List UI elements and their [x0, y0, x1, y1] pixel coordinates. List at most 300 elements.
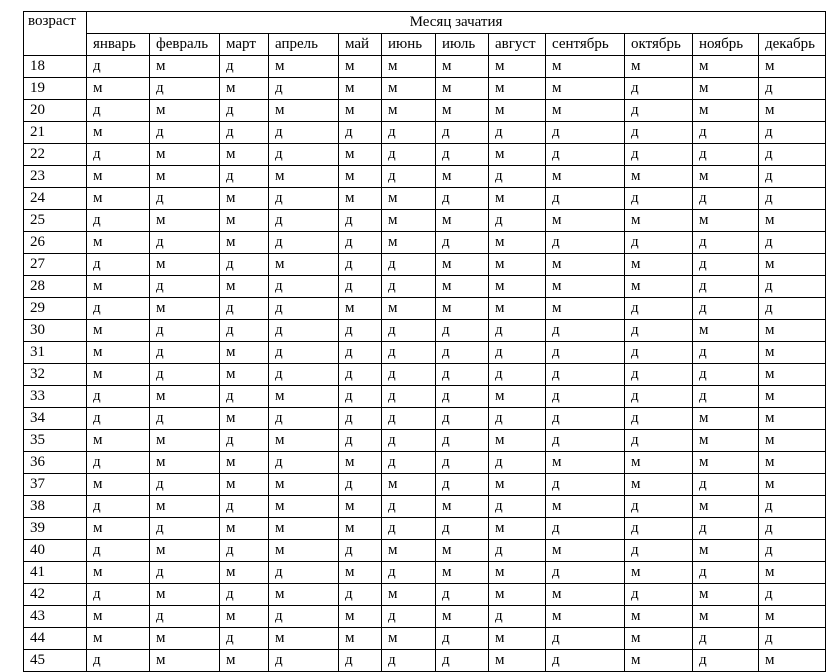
gender-cell: д	[339, 122, 382, 144]
gender-cell: д	[625, 298, 693, 320]
gender-cell: д	[269, 144, 339, 166]
gender-cell: д	[339, 254, 382, 276]
gender-cell: м	[220, 342, 269, 364]
gender-cell: д	[489, 166, 546, 188]
month-header-cell: август	[489, 34, 546, 56]
gender-cell: м	[87, 78, 150, 100]
gender-cell: м	[546, 166, 625, 188]
age-cell: 30	[24, 320, 87, 342]
age-cell: 27	[24, 254, 87, 276]
gender-cell: д	[759, 518, 826, 540]
gender-cell: д	[87, 650, 150, 672]
gender-cell: д	[759, 122, 826, 144]
gender-cell: м	[546, 496, 625, 518]
gender-cell: д	[625, 144, 693, 166]
gender-cell: д	[625, 430, 693, 452]
gender-cell: д	[269, 188, 339, 210]
gender-cell: д	[625, 518, 693, 540]
gender-cell: д	[625, 386, 693, 408]
gender-cell: м	[489, 518, 546, 540]
gender-cell: д	[382, 386, 436, 408]
gender-cell: м	[150, 56, 220, 78]
gender-cell: д	[546, 386, 625, 408]
gender-cell: м	[220, 144, 269, 166]
gender-cell: м	[546, 78, 625, 100]
gender-cell: м	[339, 496, 382, 518]
gender-cell: д	[87, 540, 150, 562]
gender-cell: м	[220, 276, 269, 298]
gender-cell: м	[87, 342, 150, 364]
gender-cell: д	[693, 122, 759, 144]
gender-cell: м	[546, 254, 625, 276]
gender-cell: м	[382, 210, 436, 232]
gender-cell: м	[489, 430, 546, 452]
gender-cell: д	[489, 540, 546, 562]
gender-cell: м	[382, 628, 436, 650]
age-cell: 34	[24, 408, 87, 430]
gender-cell: м	[693, 606, 759, 628]
gender-cell: д	[269, 78, 339, 100]
gender-cell: д	[546, 342, 625, 364]
gender-cell: д	[436, 408, 489, 430]
gender-cell: м	[339, 562, 382, 584]
gender-cell: м	[150, 650, 220, 672]
age-cell: 39	[24, 518, 87, 540]
gender-cell: д	[269, 364, 339, 386]
month-header-cell: март	[220, 34, 269, 56]
gender-cell: м	[436, 56, 489, 78]
gender-cell: д	[220, 254, 269, 276]
gender-cell: м	[339, 144, 382, 166]
age-cell: 41	[24, 562, 87, 584]
gender-cell: м	[339, 518, 382, 540]
gender-cell: м	[693, 452, 759, 474]
gender-cell: д	[150, 188, 220, 210]
month-header-cell: январь	[87, 34, 150, 56]
gender-cell: д	[150, 342, 220, 364]
gender-cell: д	[382, 562, 436, 584]
gender-cell: д	[759, 584, 826, 606]
gender-cell: д	[693, 188, 759, 210]
gender-cell: м	[220, 452, 269, 474]
gender-cell: м	[489, 144, 546, 166]
table-row	[24, 474, 826, 496]
gender-cell: д	[436, 628, 489, 650]
gender-cell: м	[150, 144, 220, 166]
gender-cell: м	[87, 518, 150, 540]
gender-cell: д	[693, 628, 759, 650]
gender-cell: д	[150, 232, 220, 254]
gender-cell: д	[382, 254, 436, 276]
gender-cell: д	[546, 430, 625, 452]
gender-cell: м	[87, 364, 150, 386]
gender-cell: д	[150, 562, 220, 584]
gender-cell: д	[269, 298, 339, 320]
gender-cell: м	[625, 628, 693, 650]
age-cell: 18	[24, 56, 87, 78]
gender-cell: м	[693, 584, 759, 606]
age-cell: 36	[24, 452, 87, 474]
gender-cell: м	[436, 606, 489, 628]
month-header-cell: ноябрь	[693, 34, 759, 56]
gender-cell: м	[339, 188, 382, 210]
table-row	[24, 188, 826, 210]
age-cell: 40	[24, 540, 87, 562]
gender-cell: д	[87, 452, 150, 474]
gender-cell: м	[269, 540, 339, 562]
gender-cell: д	[220, 320, 269, 342]
gender-cell: м	[382, 56, 436, 78]
gender-cell: д	[436, 320, 489, 342]
gender-cell: м	[693, 166, 759, 188]
age-cell: 26	[24, 232, 87, 254]
gender-cell: м	[693, 100, 759, 122]
gender-cell: д	[339, 430, 382, 452]
gender-cell: м	[339, 166, 382, 188]
table-row	[24, 210, 826, 232]
gender-cell: д	[269, 606, 339, 628]
gender-cell: д	[382, 166, 436, 188]
gender-cell: д	[546, 320, 625, 342]
gender-cell: д	[489, 452, 546, 474]
gender-cell: м	[759, 364, 826, 386]
gender-cell: д	[382, 122, 436, 144]
gender-cell: д	[87, 100, 150, 122]
gender-cell: м	[220, 562, 269, 584]
gender-cell: д	[339, 320, 382, 342]
table-body	[24, 56, 826, 672]
table-row	[24, 166, 826, 188]
gender-cell: д	[436, 144, 489, 166]
table-row	[24, 298, 826, 320]
gender-cell: д	[625, 100, 693, 122]
gender-cell: м	[693, 320, 759, 342]
table-row	[24, 584, 826, 606]
gender-cell: м	[220, 474, 269, 496]
gender-cell: м	[220, 408, 269, 430]
gender-cell: м	[269, 518, 339, 540]
table-row	[24, 496, 826, 518]
gender-cell: д	[382, 144, 436, 166]
gender-cell: м	[489, 276, 546, 298]
gender-cell: м	[759, 100, 826, 122]
gender-cell: м	[759, 56, 826, 78]
gender-cell: д	[382, 430, 436, 452]
gender-cell: д	[339, 210, 382, 232]
table-row	[24, 78, 826, 100]
gender-cell: д	[382, 452, 436, 474]
gender-cell: м	[87, 188, 150, 210]
gender-cell: д	[436, 342, 489, 364]
gender-cell: м	[489, 584, 546, 606]
gender-cell: д	[150, 276, 220, 298]
gender-cell: м	[87, 166, 150, 188]
gender-cell: м	[625, 650, 693, 672]
gender-cell: м	[436, 100, 489, 122]
gender-cell: м	[269, 386, 339, 408]
age-cell: 43	[24, 606, 87, 628]
gender-cell: д	[436, 518, 489, 540]
age-cell: 23	[24, 166, 87, 188]
gender-cell: д	[625, 540, 693, 562]
gender-cell: д	[436, 386, 489, 408]
age-cell: 21	[24, 122, 87, 144]
gender-cell: м	[546, 298, 625, 320]
month-names-row	[24, 34, 826, 56]
gender-cell: м	[436, 78, 489, 100]
gender-cell: м	[625, 606, 693, 628]
gender-cell: д	[150, 474, 220, 496]
age-cell: 37	[24, 474, 87, 496]
table-row	[24, 144, 826, 166]
table-row	[24, 628, 826, 650]
age-cell: 42	[24, 584, 87, 606]
gender-cell: д	[339, 540, 382, 562]
gender-cell: д	[382, 408, 436, 430]
gender-cell: м	[489, 386, 546, 408]
gender-cell: м	[436, 254, 489, 276]
gender-cell: м	[87, 430, 150, 452]
gender-cell: м	[339, 298, 382, 320]
gender-cell: д	[625, 232, 693, 254]
gender-cell: д	[150, 606, 220, 628]
gender-cell: д	[489, 496, 546, 518]
table-row	[24, 122, 826, 144]
gender-cell: д	[339, 386, 382, 408]
gender-cell: м	[220, 606, 269, 628]
gender-cell: д	[693, 650, 759, 672]
gender-cell: д	[489, 210, 546, 232]
month-header-cell: февраль	[150, 34, 220, 56]
conception-table	[23, 11, 826, 672]
gender-cell: м	[693, 430, 759, 452]
gender-cell: м	[625, 254, 693, 276]
gender-cell: д	[87, 408, 150, 430]
gender-cell: м	[382, 188, 436, 210]
gender-cell: д	[546, 364, 625, 386]
gender-cell: м	[546, 606, 625, 628]
gender-cell: д	[436, 474, 489, 496]
gender-cell: д	[693, 474, 759, 496]
gender-cell: д	[150, 408, 220, 430]
gender-cell: м	[150, 540, 220, 562]
gender-cell: м	[269, 430, 339, 452]
gender-cell: м	[220, 518, 269, 540]
gender-cell: м	[269, 496, 339, 518]
gender-cell: м	[220, 232, 269, 254]
gender-cell: м	[489, 298, 546, 320]
gender-cell: д	[693, 518, 759, 540]
gender-cell: д	[220, 100, 269, 122]
gender-cell: м	[489, 56, 546, 78]
gender-cell: м	[87, 122, 150, 144]
age-cell: 25	[24, 210, 87, 232]
gender-cell: м	[269, 166, 339, 188]
gender-cell: д	[489, 320, 546, 342]
gender-cell: м	[489, 474, 546, 496]
gender-cell: д	[150, 78, 220, 100]
month-header-cell: декабрь	[759, 34, 826, 56]
age-cell: 29	[24, 298, 87, 320]
gender-cell: м	[150, 452, 220, 474]
gender-cell: д	[269, 650, 339, 672]
gender-cell: м	[436, 540, 489, 562]
gender-cell: д	[546, 188, 625, 210]
gender-cell: м	[382, 584, 436, 606]
gender-cell: м	[489, 254, 546, 276]
gender-cell: м	[693, 78, 759, 100]
gender-cell: д	[220, 56, 269, 78]
gender-cell: м	[150, 584, 220, 606]
gender-cell: м	[150, 386, 220, 408]
gender-cell: д	[436, 452, 489, 474]
gender-cell: д	[382, 496, 436, 518]
table-row	[24, 56, 826, 78]
gender-cell: д	[546, 518, 625, 540]
gender-cell: м	[436, 276, 489, 298]
gender-cell: м	[693, 540, 759, 562]
gender-cell: м	[269, 628, 339, 650]
gender-cell: м	[150, 298, 220, 320]
month-header-cell: апрель	[269, 34, 339, 56]
gender-cell: м	[87, 606, 150, 628]
gender-cell: м	[339, 100, 382, 122]
gender-cell: д	[87, 210, 150, 232]
gender-cell: м	[625, 562, 693, 584]
gender-cell: м	[87, 232, 150, 254]
gender-cell: м	[546, 100, 625, 122]
gender-cell: д	[436, 364, 489, 386]
gender-cell: м	[546, 540, 625, 562]
age-cell: 20	[24, 100, 87, 122]
gender-cell: д	[220, 386, 269, 408]
gender-cell: м	[150, 210, 220, 232]
month-header-cell: июль	[436, 34, 489, 56]
age-cell: 35	[24, 430, 87, 452]
gender-cell: м	[436, 562, 489, 584]
gender-cell: д	[693, 364, 759, 386]
gender-cell: д	[546, 232, 625, 254]
gender-cell: д	[625, 408, 693, 430]
gender-cell: м	[489, 650, 546, 672]
table-row	[24, 452, 826, 474]
gender-cell: м	[382, 474, 436, 496]
gender-cell: д	[382, 276, 436, 298]
gender-cell: м	[436, 496, 489, 518]
gender-cell: м	[759, 562, 826, 584]
age-cell: 33	[24, 386, 87, 408]
gender-cell: д	[759, 496, 826, 518]
gender-cell: м	[625, 56, 693, 78]
age-cell: 28	[24, 276, 87, 298]
month-header-cell: июнь	[382, 34, 436, 56]
table-row	[24, 254, 826, 276]
header-row-top	[24, 12, 826, 34]
gender-cell: д	[489, 364, 546, 386]
gender-cell: д	[489, 408, 546, 430]
gender-cell: д	[382, 320, 436, 342]
gender-cell: д	[693, 562, 759, 584]
gender-cell: д	[625, 78, 693, 100]
table-row	[24, 320, 826, 342]
gender-cell: д	[436, 232, 489, 254]
gender-cell: м	[546, 276, 625, 298]
gender-cell: д	[759, 298, 826, 320]
gender-cell: д	[625, 342, 693, 364]
gender-cell: м	[150, 100, 220, 122]
age-cell: 44	[24, 628, 87, 650]
gender-cell: д	[759, 188, 826, 210]
gender-cell: д	[269, 276, 339, 298]
table-row	[24, 342, 826, 364]
gender-cell: м	[546, 584, 625, 606]
gender-cell: д	[339, 584, 382, 606]
table-row	[24, 364, 826, 386]
gender-cell: м	[150, 628, 220, 650]
gender-cell: м	[625, 166, 693, 188]
gender-cell: д	[87, 56, 150, 78]
gender-cell: д	[339, 276, 382, 298]
gender-cell: д	[339, 408, 382, 430]
gender-cell: м	[693, 496, 759, 518]
gender-cell: д	[436, 584, 489, 606]
gender-cell: м	[693, 210, 759, 232]
gender-cell: д	[625, 188, 693, 210]
gender-cell: м	[382, 78, 436, 100]
gender-cell: д	[339, 650, 382, 672]
gender-cell: д	[87, 254, 150, 276]
gender-cell: м	[625, 276, 693, 298]
gender-cell: м	[436, 210, 489, 232]
gender-cell: д	[269, 210, 339, 232]
gender-cell: м	[150, 496, 220, 518]
table-row	[24, 540, 826, 562]
gender-cell: д	[625, 364, 693, 386]
gender-cell: м	[489, 100, 546, 122]
gender-cell: м	[339, 56, 382, 78]
gender-cell: д	[87, 144, 150, 166]
gender-cell: м	[546, 56, 625, 78]
gender-cell: д	[625, 122, 693, 144]
table-row	[24, 518, 826, 540]
gender-cell: д	[759, 232, 826, 254]
table-row	[24, 650, 826, 672]
gender-cell: д	[759, 276, 826, 298]
gender-cell: м	[269, 584, 339, 606]
gender-cell: д	[339, 474, 382, 496]
gender-cell: д	[625, 584, 693, 606]
gender-cell: м	[382, 100, 436, 122]
gender-cell: д	[87, 496, 150, 518]
gender-cell: д	[150, 518, 220, 540]
gender-cell: д	[625, 320, 693, 342]
gender-cell: д	[382, 364, 436, 386]
month-header-cell: май	[339, 34, 382, 56]
gender-cell: д	[150, 364, 220, 386]
gender-cell: д	[759, 166, 826, 188]
gender-cell: д	[269, 408, 339, 430]
gender-cell: д	[220, 430, 269, 452]
gender-cell: м	[759, 254, 826, 276]
gender-cell: д	[759, 144, 826, 166]
gender-cell: д	[436, 650, 489, 672]
gender-cell: д	[693, 276, 759, 298]
age-cell: 32	[24, 364, 87, 386]
gender-cell: м	[489, 232, 546, 254]
gender-cell: м	[269, 474, 339, 496]
gender-cell: д	[150, 122, 220, 144]
gender-cell: м	[489, 562, 546, 584]
